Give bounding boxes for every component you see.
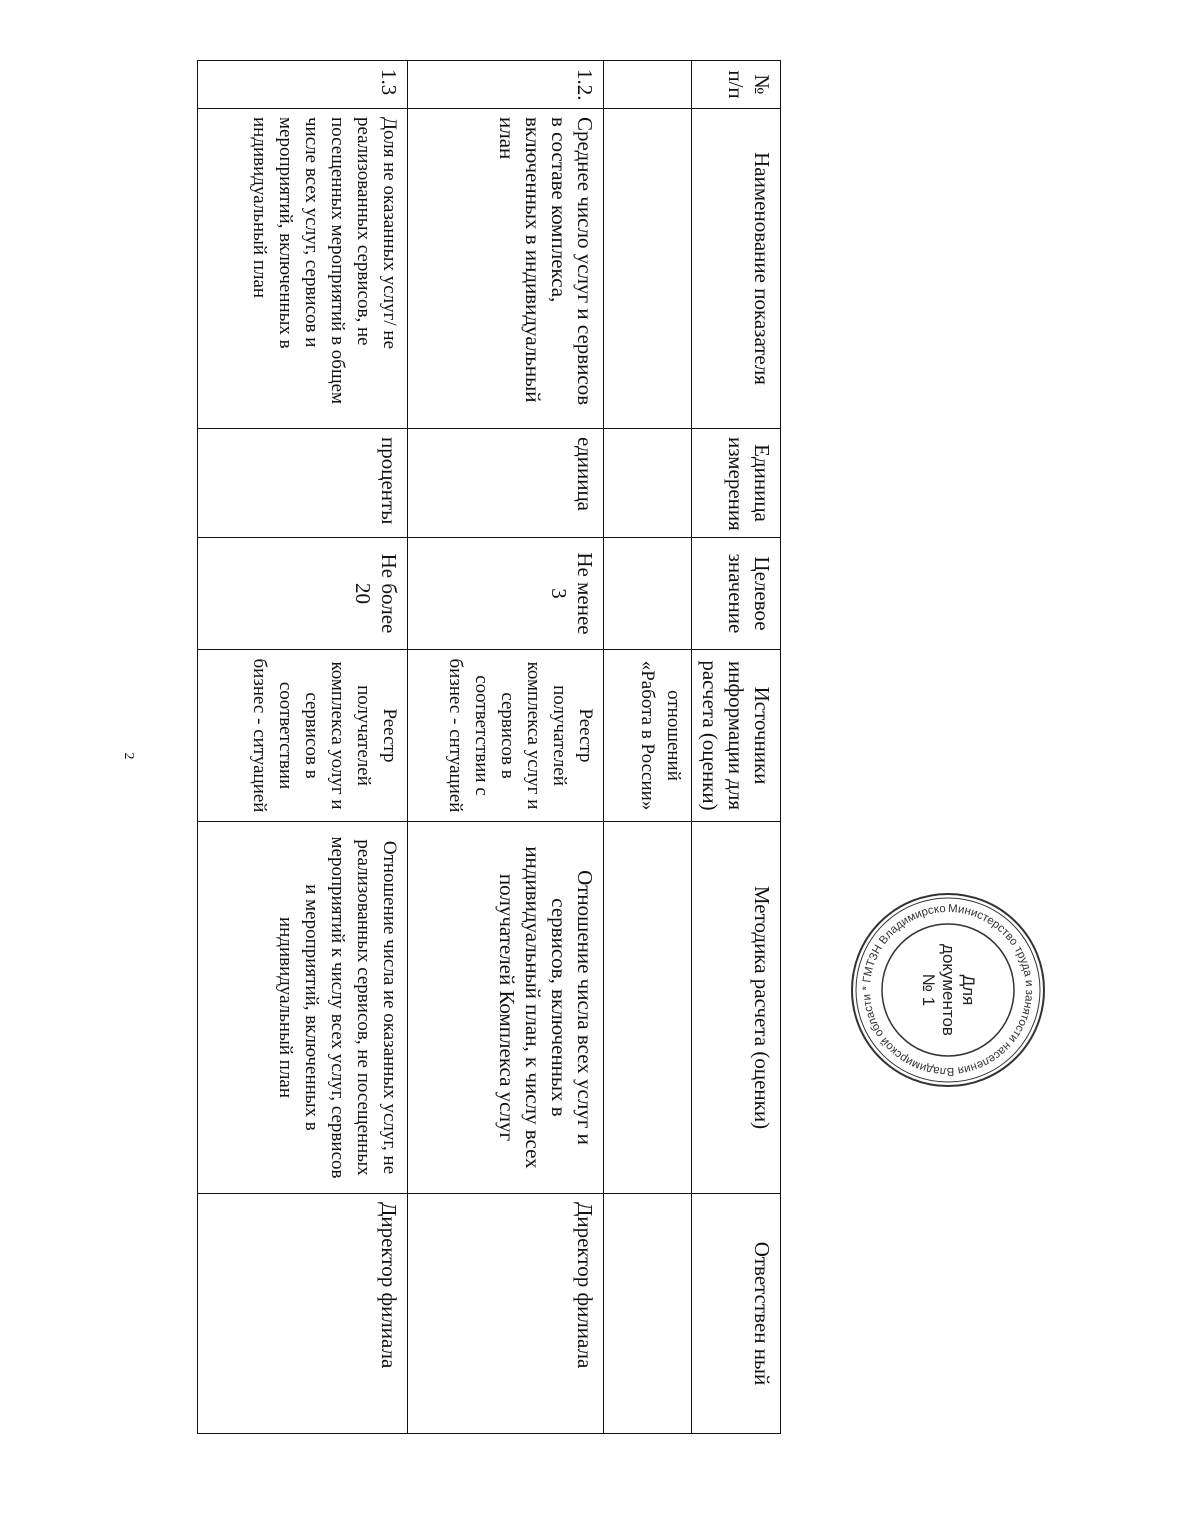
cell-name	[604, 109, 692, 429]
cell-source: Реестр получателей комплекса уолуг и сервисов в соответствии бизнес - ситуацией	[198, 650, 408, 822]
cell-responsible: Директор филиала	[408, 1194, 604, 1434]
header-method: Методика расчета (оценки)	[692, 822, 781, 1194]
cell-unit: проценты	[198, 429, 408, 538]
table-row	[408, 61, 604, 1434]
cell-responsible	[604, 1194, 692, 1434]
stamp-line-1: Для	[959, 974, 978, 1006]
cell-target	[604, 538, 692, 650]
cell-name: Среднее число услуг и сервисов в составе комплекса, включенных в индивидуальный илан	[408, 109, 604, 429]
header-unit: Единица измерения	[692, 429, 781, 538]
cell-method: Отношение числа ие оказанных услуг, не реализованных сервисов, не посещенных мероприятий к числу всех услуг, сервисов и мероприятий, включенных в индивидуальный план	[198, 822, 408, 1194]
table-row-continuation	[604, 61, 692, 1434]
cell-unit	[604, 429, 692, 538]
cell-responsible: Директор филиала	[198, 1194, 408, 1434]
header-target: Целевое значение	[692, 538, 781, 650]
stamp-ring-text: Министерство труда и занятости населения Владимирской области * ГМТЗН Владимирско	[860, 902, 1036, 1078]
cell-name: Доля не оказанных услуг/ не реализованных сервисов, не посещенных мероприятий в общем числе всех услуг, сервисов и мероприятий, включенных в индивидуальный план	[198, 109, 408, 429]
cell-target: Не менее 3	[408, 538, 604, 650]
header-source: Источники информации для расчета (оценки)	[692, 650, 781, 822]
header-responsible: Ответствен ный	[692, 1194, 781, 1434]
cell-target: Не более 20	[198, 538, 408, 650]
cell-num: 1.2.	[408, 61, 604, 109]
cell-unit: едииица	[408, 429, 604, 538]
header-name: Наименование показателя	[692, 109, 781, 429]
cell-num	[604, 61, 692, 109]
header-num: № п/п	[692, 61, 781, 109]
stamp-line-3: № 1	[919, 973, 938, 1007]
table-row	[198, 61, 408, 1434]
cell-source: Реестр получателей комплекса услуг и сервисов в соответствии с бизнес - снтуацией	[408, 650, 604, 822]
page-number: 2	[121, 752, 136, 760]
official-stamp	[848, 890, 1048, 1090]
indicator-table	[203, 60, 781, 1433]
cell-source: отношений «Работа в России»	[604, 650, 692, 822]
stamp-line-2: документов	[939, 944, 958, 1036]
cell-method	[604, 822, 692, 1194]
cell-num: 1.3	[198, 61, 408, 109]
table-header-row	[692, 61, 781, 1434]
cell-method: Отношение числа всех услуг и сервисов, включенных в индивидуальный план, к числу всех получателей Комплекса услуг	[408, 822, 604, 1194]
